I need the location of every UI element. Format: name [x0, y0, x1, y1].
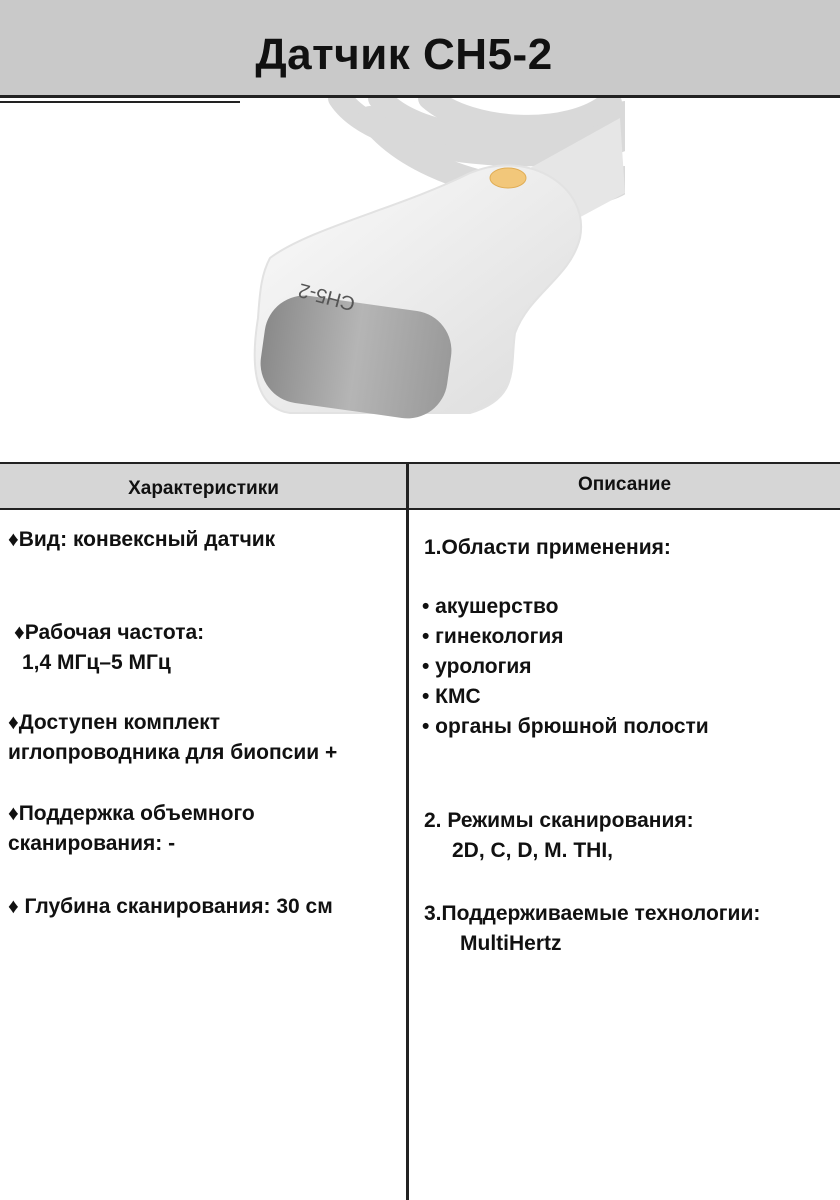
column-header-characteristics: Характеристики [128, 478, 279, 499]
list-item: • акушерство [422, 595, 559, 618]
page-title: Датчик CH5-2 [255, 30, 553, 79]
tech-value: MultiHertz [460, 932, 562, 955]
probe-label: CH5-2 [296, 278, 358, 315]
spec-frequency-label: ♦Рабочая частота: [14, 621, 205, 644]
spec-frequency-value: 1,4 МГц–5 МГц [22, 651, 171, 674]
spec-volume-line1: ♦Поддержка объемного [8, 802, 255, 825]
spec-depth: ♦ Глубина сканирования: 30 см [8, 895, 333, 918]
probe-button [490, 168, 526, 188]
title-bar [0, 0, 840, 98]
areas-title: 1.Области применения: [424, 536, 671, 559]
spec-biopsy-line1: ♦Доступен комплект [8, 711, 221, 734]
spec-biopsy-line2: иглопроводника для биопсии + [8, 741, 338, 764]
modes-value: 2D, C, D, M. THI, [452, 839, 614, 862]
column-divider [406, 462, 409, 1200]
list-item: • урология [422, 655, 532, 678]
column-header-description: Описание [577, 474, 672, 495]
spec-volume-line2: сканирования: - [8, 832, 176, 855]
spec-type: ♦Вид: конвексный датчик [8, 528, 276, 551]
list-item: • гинекология [422, 625, 564, 648]
tech-title: 3.Поддерживаемые технологии: [424, 902, 761, 925]
table-header [0, 462, 840, 510]
list-item: • органы брюшной полости [422, 715, 709, 738]
ultrasound-probe-photo [230, 98, 625, 440]
modes-title: 2. Режимы сканирования: [424, 809, 694, 832]
list-item: • КМС [422, 685, 481, 708]
